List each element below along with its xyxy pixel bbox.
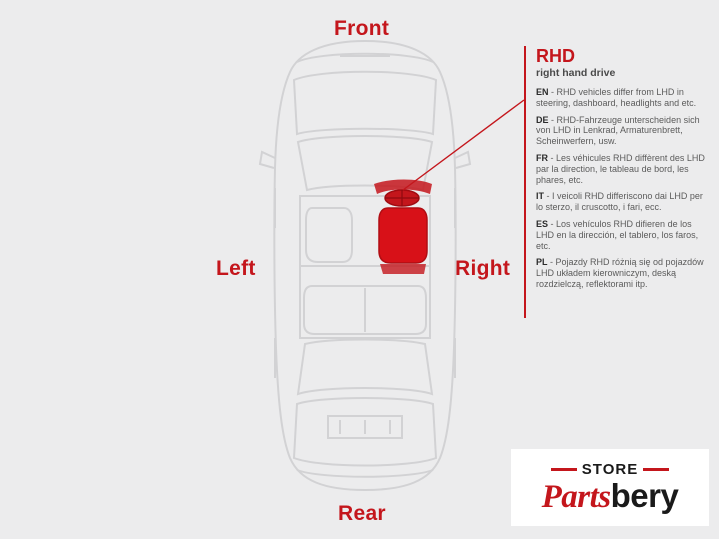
front-bumper-line [297,54,433,62]
lang-code-fr: FR [536,152,548,163]
car-top-view-illustration [250,38,480,493]
lang-text-it: - I veicoli RHD differiscono dai LHD per lo sterzo, il cruscotto, i fari, ecc. [536,191,703,213]
label-right: Right [455,257,511,280]
driver-seat-base [380,264,426,274]
logo-wordmark [542,479,679,514]
rear-bumper-line [297,470,433,477]
lang-code-en: EN [536,87,549,97]
lang-code-it: IT [536,191,544,202]
lang-block-es [536,219,706,251]
lang-text-pl: - Pojazdy RHD różnią się od pojazdów LHD układem kierowniczym, deską rozdzielczą, reflektorami itp. [536,257,704,289]
front-left-seat [306,208,352,262]
callout-title: RHD [536,46,575,66]
right-mirror [455,152,470,168]
lang-block-en [536,87,706,109]
logo-store-row [551,461,669,478]
lang-block-fr [536,153,706,185]
driver-seat-highlight [374,180,432,275]
lang-text-fr: - Les véhicules RHD diffèrent des LHD par la direction, le tableau de bord, les phares, etc. [536,152,705,185]
lang-text-en: - RHD vehicles differ from LHD in steering, dashboard, headlights and etc. [536,87,697,108]
rhd-callout-panel [524,46,706,318]
lang-text-de: - RHD-Fahrzeuge unterscheiden sich von LHD in Lenkrad, Armaturenbrett, Scheinwerfern, usw. [536,114,700,147]
lang-block-it [536,191,706,213]
left-mirror [260,152,275,168]
lang-text-es: - Los vehículos RHD difieren de los LHD en la dirección, el tablero, los faros, etc. [536,218,699,251]
logo-dash-left [551,468,577,471]
logo-dash-right [643,468,669,471]
label-left: Left [216,257,256,280]
hood-panel [294,72,436,134]
brand-logo [511,449,709,526]
lang-code-de: DE [536,114,549,125]
callout-subtitle: right hand drive [536,67,616,79]
lang-code-es: ES [536,218,549,229]
lang-block-pl [536,257,706,289]
label-rear: Rear [338,502,386,525]
lang-code-pl: PL [536,257,548,268]
logo-bery-text: bery [610,477,679,514]
trunk-detail-2 [340,420,390,434]
rear-window [298,340,432,395]
logo-store-text: STORE [581,461,639,478]
lang-block-de [536,115,706,147]
label-front: Front [334,17,390,40]
logo-parts-text: Parts [541,479,611,515]
